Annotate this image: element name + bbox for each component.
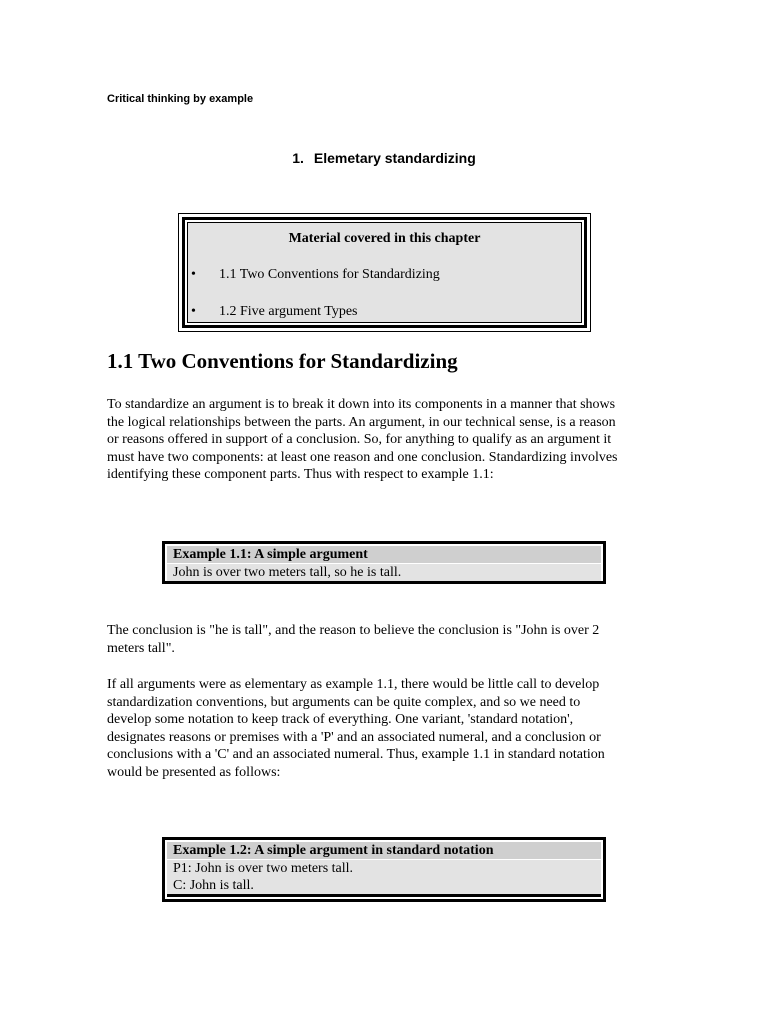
paragraph-line: must have two components: at least one reason and one conclusion. Standardizing involves bbox=[107, 449, 618, 465]
paragraph-line: If all arguments were as elementary as example 1.1, there would be little call to develop bbox=[107, 677, 600, 692]
example-line: P1: John is over two meters tall. bbox=[173, 861, 354, 876]
body-paragraph-conclusion bbox=[107, 622, 667, 657]
body-paragraph-notation bbox=[107, 676, 667, 782]
paragraph-line: the logical relationships between the parts. An argument, in our technical sense, is a reason bbox=[107, 414, 616, 430]
running-head: Critical thinking by example bbox=[107, 93, 254, 105]
paragraph-line: standardization conventions, but arguments can be quite complex, and so we need to bbox=[107, 694, 581, 710]
example-title: Example 1.2: A simple argument in standard notation bbox=[167, 842, 601, 860]
chapter-contents-frame bbox=[182, 217, 587, 328]
example-line: C: John is tall. bbox=[173, 878, 254, 893]
paragraph-line: meters tall". bbox=[107, 640, 175, 656]
example-title: Example 1.1: A simple argument bbox=[167, 546, 601, 564]
paragraph-line: The conclusion is "he is tall", and the reason to believe the conclusion is "John is over 2 bbox=[107, 623, 600, 638]
body-paragraph-intro bbox=[107, 396, 667, 484]
chapter-contents-item-label: 1.1 Two Conventions for Standardizing bbox=[219, 267, 440, 282]
section-heading: 1.1 Two Conventions for Standardizing bbox=[107, 349, 458, 373]
example-box-panel bbox=[167, 842, 601, 897]
paragraph-line: conclusions with a 'C' and an associated numeral. Thus, example 1.1 in standard notation bbox=[107, 747, 605, 763]
chapter-contents-heading: Material covered in this chapter bbox=[288, 231, 481, 246]
paragraph-line: designates reasons or premises with a 'P' and an associated numeral, and a conclusion or bbox=[107, 729, 601, 745]
paragraph-line: To standardize an argument is to break it down into its components in a manner that shows bbox=[107, 397, 616, 412]
chapter-number: 1. bbox=[292, 150, 304, 166]
paragraph-line: identifying these component parts. Thus with respect to example 1.1: bbox=[107, 467, 494, 483]
example-box-1-1 bbox=[162, 541, 606, 584]
chapter-title-text: Elemetary standardizing bbox=[313, 150, 476, 166]
chapter-contents-panel bbox=[187, 222, 582, 323]
example-line: John is over two meters tall, so he is tall. bbox=[173, 565, 402, 580]
chapter-contents-box bbox=[178, 213, 591, 332]
example-box-1-2 bbox=[162, 837, 606, 902]
paragraph-line: would be presented as follows: bbox=[107, 764, 281, 780]
bullet-icon: • bbox=[191, 304, 196, 319]
example-box-panel bbox=[167, 546, 601, 584]
paragraph-line: or reasons offered in support of a conclusion. So, for anything to qualify as an argument it bbox=[107, 432, 612, 448]
chapter-title bbox=[0, 150, 768, 166]
paragraph-line: develop some notation to keep track of everything. One variant, 'standard notation', bbox=[107, 712, 574, 728]
bullet-icon: • bbox=[191, 267, 196, 282]
chapter-contents-item-label: 1.2 Five argument Types bbox=[219, 304, 358, 319]
